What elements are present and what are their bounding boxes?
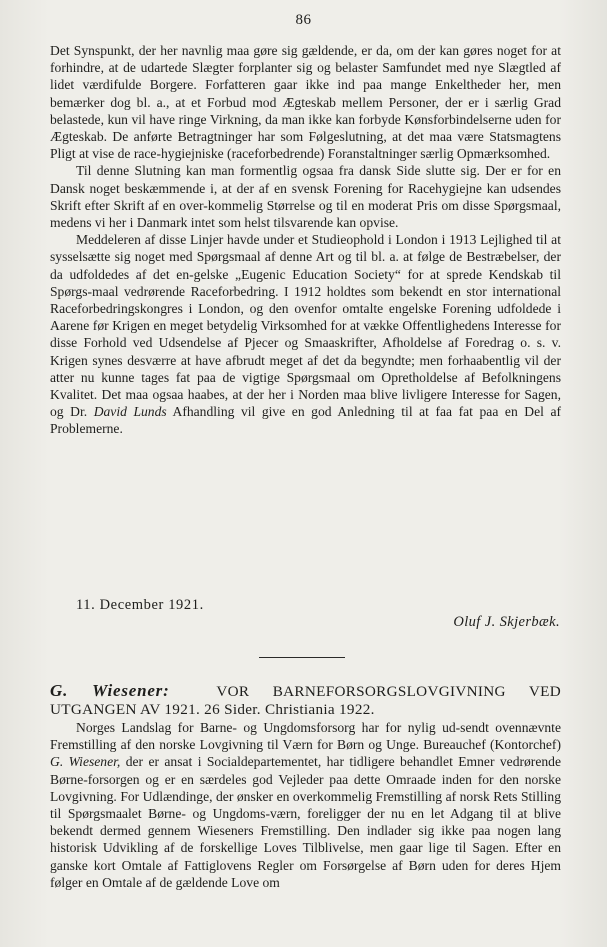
review-paragraph-1-text-a: Norges Landslag for Barne- og Ungdomsforsorg har for nylig ud-sendt ovennævnte Fremstilling af den norske Lovgivning til Værn for Børn og Unge. Bureauchef (Kontorchef) bbox=[50, 720, 561, 753]
review-header bbox=[50, 682, 561, 719]
review-subtitle: UTGANGEN AV 1921. 26 Sider. Christiania 1922. bbox=[50, 701, 375, 718]
review-paragraph-1 bbox=[50, 719, 561, 891]
paragraph-2-text: Til denne Slutning kan man formentlig ogsaa fra dansk Side slutte sig. Der er for en Dansk noget beskæmmende i, at der af en svensk Forening for Racehygiejne kan udsendes Skrift efter Skrift af en over-kommelig Størrelse og til en moderat Pris om disse Spørgsmaal, medens vi her i Danmark intet som helst tilsvarende kan opvise. bbox=[50, 163, 561, 231]
page-number: 86 bbox=[295, 12, 312, 28]
paragraph-3-italic-name: David Lunds bbox=[93, 404, 167, 420]
review-author: G. Wiesener: bbox=[50, 681, 170, 700]
paragraph-3-text-b: Afhandling vil give en god Anledning til at faa fat paa en Del af Problemerne. bbox=[50, 404, 562, 437]
review-paragraph-1-text-b: der er ansat i Socialdepartementet, har tidligere behandlet Emner vedrørende Børne-forsorgen og er en særdeles god Vejleder paa dette Omraade inden for den norske Lovgivning. For Udlændinge, der ønsker en overkommelig Fremstilling af norsk Rets Stilling til Spørgsmaalet Børne- og Ungdoms-værn, foreligger der nu en let Adgang til at blive bekendt dermed gennem Wieseners Fremstilling. Den indlader sig ikke paa nogen lang historisk Udvikling af de forskellige Loves Tilblivelse, men gaar lige til Sagen. Efter en ganske kort Omtale af Fattiglovens Regler om Forsørgelse af Børn uden for deres Hjem følger en Omtale af de gældende Love om bbox=[50, 754, 561, 890]
section-divider bbox=[259, 657, 345, 658]
date-line: 11. December 1921. bbox=[76, 597, 204, 613]
review-text-section bbox=[50, 719, 561, 891]
paragraph-3-text-a: Meddeleren af disse Linjer havde under et Studieophold i London i 1913 Lejlighed til at sysselsætte sig noget med Spørgsmaal af denne Art og til bl. a. at følge de Bestræbelser, der da udfoldedes af det en-gelske „Eugenic Education Society“ for at sprede Kendskab til Spørgs-maal vedrørende Raceforbedring. I 1912 holdtes som bekendt en stor international Raceforbedringskongres i London, og den ovenfor omtalte engelske Forening udfoldede i Aarene før Krigen en meget betydelig Virksomhed for at vække Offentlighedens Interesse for disse Forhold ved Udsendelse af Pjecer og Smaaskrifter, Afholdelse af Foredrag o. s. v. Krigen synes desværre at have afbrudt meget af det da begyndte; men forhaabentlig vil der atter nu kunne tages fat paa de vigtige Spørgsmaal om Opretholdelse af Befolkningens Kvalitet. Det maa ogsaa haabes, at der her i Norden maa blive livligere Interesse for Sagen, og Dr. bbox=[50, 232, 561, 420]
review-title-line bbox=[50, 682, 561, 701]
paragraph-1-text: Det Synspunkt, der her navnlig maa gøre sig gældende, er da, om der kan gøres noget for at forhindre, at de udartede Slægter forplanter sig og belaster Samfundet med nye Slægtled af lidet værdifulde Borgere. Forfatteren gaar ikke ind paa mange Enkeltheder her, men bemærker dog bl. a., at et Forbud mod Ægteskab mellem Personer, der er i særlig Grad belastede, kun vil have ringe Virkning, da man ikke kan forbyde Kønsforbindelserne uden for Ægteskab. De anførte Betragtninger har som Følgeslutning, at det maa være Statsmagtens Pligt at vise de race-hygiejniske (raceforbedrende) Foranstaltninger særlig Opmærksomhed. bbox=[50, 43, 561, 162]
paragraph-3 bbox=[50, 231, 561, 437]
main-text-section bbox=[50, 42, 561, 438]
review-title: VOR BARNEFORSORGSLOVGIVNING VED bbox=[216, 683, 561, 700]
paragraph-2 bbox=[50, 162, 561, 231]
paragraph-1 bbox=[50, 42, 561, 162]
author-signature: Oluf J. Skjerbæk. bbox=[453, 614, 560, 630]
review-paragraph-1-italic-name: G. Wiesener, bbox=[50, 754, 121, 770]
